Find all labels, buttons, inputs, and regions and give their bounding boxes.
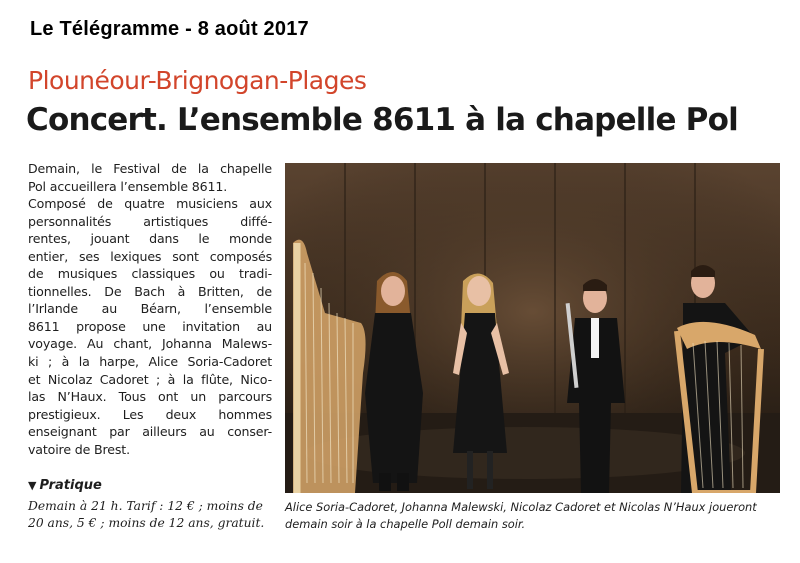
- body-line: ki ; à la harpe, Alice Soria-Cadoret: [28, 354, 272, 370]
- body-line: Composé de quatre musiciens aux: [28, 196, 272, 212]
- body-line: rentes, jouant dans le monde: [28, 231, 272, 247]
- caption-line: demain soir à la chapelle Poll demain soir.: [285, 517, 526, 531]
- pratique-label: Pratique: [39, 478, 102, 493]
- source-line: Le Télégramme - 8 août 2017: [30, 18, 309, 40]
- body-line: Pol accueillera l’ensemble 8611.: [28, 178, 228, 194]
- body-line: vatoire de Brest.: [28, 441, 130, 457]
- body-line: tionnelles. De Bach à Britten, de: [28, 283, 272, 299]
- photo-caption: [285, 499, 785, 533]
- info-line: Demain à 21 h. Tarif : 12 € ; moins de: [28, 499, 263, 513]
- triangle-down-icon: ▼: [28, 479, 37, 492]
- body-line: voyage. Au chant, Johanna Malews-: [28, 336, 272, 352]
- body-line: prestigieux. Les deux hommes: [28, 406, 272, 422]
- body-line: personnalités artistiques diffé-: [28, 213, 272, 229]
- body-line: las N’Haux. Tous ont un parcours: [28, 389, 272, 405]
- body-line: et Nicolaz Cadoret ; à la flûte, Nico-: [28, 371, 272, 387]
- pratique-info: [28, 498, 268, 532]
- body-line: de musiques classiques ou tradi-: [28, 266, 272, 282]
- article-headline: Concert. L’ensemble 8611 à la chapelle Pol: [26, 102, 738, 138]
- body-line: Demain, le Festival de la chapelle: [28, 161, 272, 176]
- info-line: 20 ans, 5 € ; moins de 12 ans, gratuit.: [28, 516, 265, 530]
- article-body: [28, 160, 272, 458]
- article-kicker: Plounéour-Brignogan-Plages: [28, 66, 367, 95]
- body-line: 8611 propose une invitation au: [28, 318, 272, 334]
- body-line: entier, ses lexiques sont composés: [28, 248, 272, 264]
- pratique-heading: [28, 478, 102, 493]
- body-line: enseignant par ailleurs au conser-: [28, 424, 272, 440]
- body-line: l’Irlande au Béarn, l’ensemble: [28, 301, 272, 317]
- concert-photo-illustration: [285, 163, 780, 493]
- caption-line: Alice Soria-Cadoret, Johanna Malewski, Nicolaz Cadoret et Nicolas N’Haux joueront: [285, 500, 757, 514]
- concert-photo: [285, 163, 780, 493]
